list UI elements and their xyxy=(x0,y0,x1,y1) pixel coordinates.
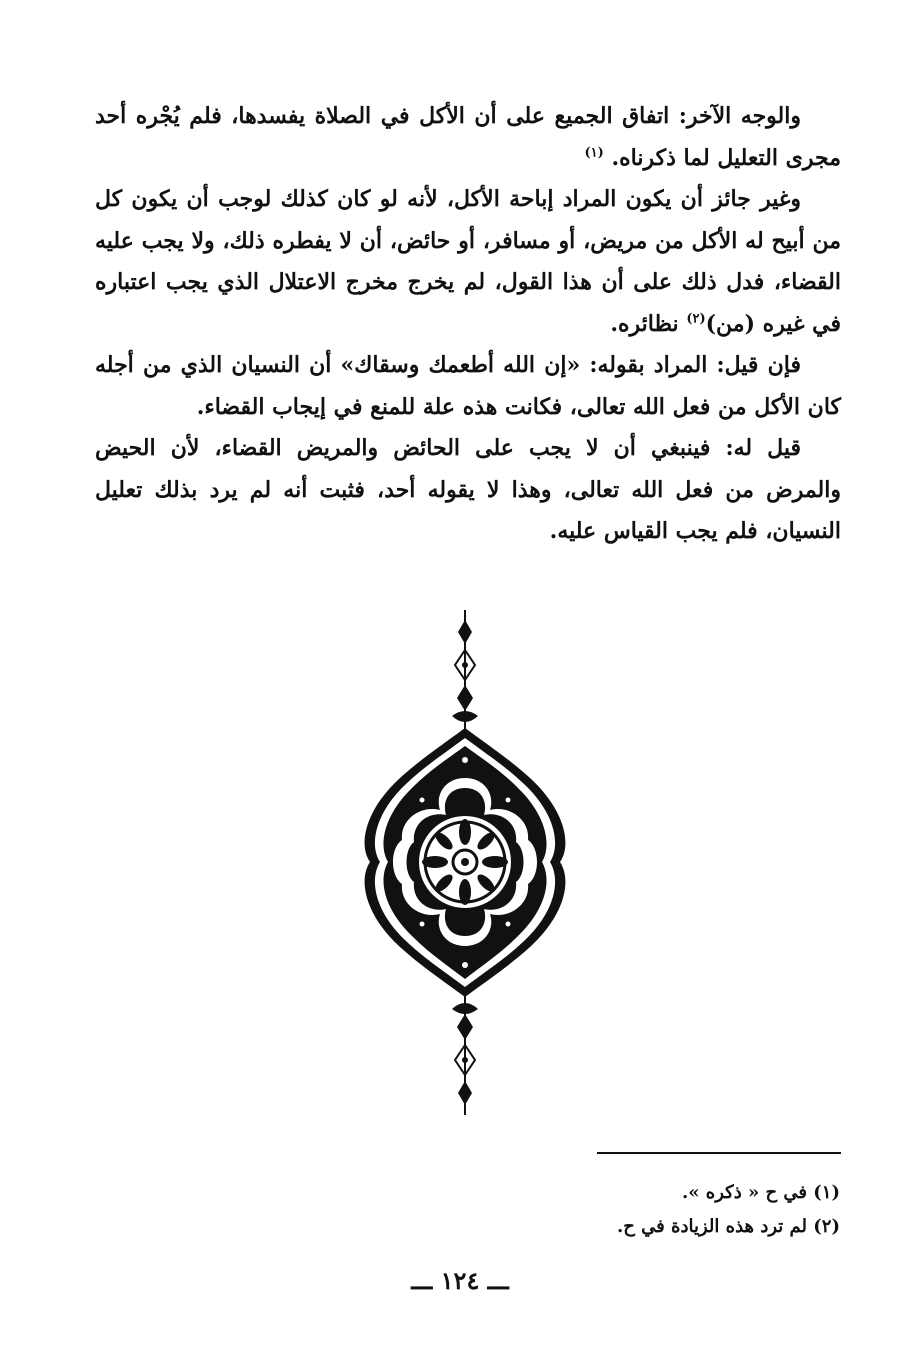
paragraph-3-text: فإن قيل: المراد بقوله: «إن الله أطعمك وسقاك» أن النسيان الذي من أجله كان الأكل من فعل الله تعالى، فكانت هذه علة للمنع في إيجاب القضاء. xyxy=(95,352,841,420)
paragraph-2 xyxy=(95,179,841,345)
paragraph-2-tail: نظائره. xyxy=(610,310,687,337)
paragraph-4 xyxy=(95,428,841,553)
footnotes xyxy=(420,1176,840,1244)
page-number: ـــ ١٢٤ ـــ xyxy=(411,1266,509,1295)
footnote-ref-2: (٢) xyxy=(686,311,706,327)
paragraph-2-text: وغير جائز أن يكون المراد إباحة الأكل، لأنه لو كان كذلك لوجب أن يكون كل من أبيح له الأكل من مريض، أو مسافر، أو حائض، أن لا يفطره ذلك، ولا يجب عليه القضاء، فدل ذلك على أن هذا القول، لم يخرج مخرج الاعتلال الذي يجب اعتباره في غيره xyxy=(95,186,841,337)
footnote-1: (١) في ح « ذكره ». xyxy=(682,1182,840,1203)
paragraph-1-text: والوجه الآخر: اتفاق الجميع على أن الأكل في الصلاة يفسدها، فلم يُجْره أحد مجرى التعليل لما ذكرناه. xyxy=(95,103,841,171)
paragraph-2-insertion: (من) xyxy=(705,310,755,337)
footnote-ref-1: (١) xyxy=(584,145,604,161)
paragraph-3 xyxy=(95,345,841,428)
paragraph-1 xyxy=(95,96,841,179)
paragraph-4-text: قيل له: فينبغي أن لا يجب على الحائض والمريض القضاء، لأن الحيض والمرض من فعل الله تعالى، وهذا لا يقوله أحد، فثبت أنه لم يرد بذلك تعليل النسيان، فلم يجب القياس عليه. xyxy=(95,435,841,544)
main-text xyxy=(95,96,841,553)
footnote-divider xyxy=(597,1152,841,1154)
decorative-ornament-icon xyxy=(360,610,570,1115)
footnote-2: (٢) لم ترد هذه الزيادة في ح. xyxy=(617,1216,840,1237)
